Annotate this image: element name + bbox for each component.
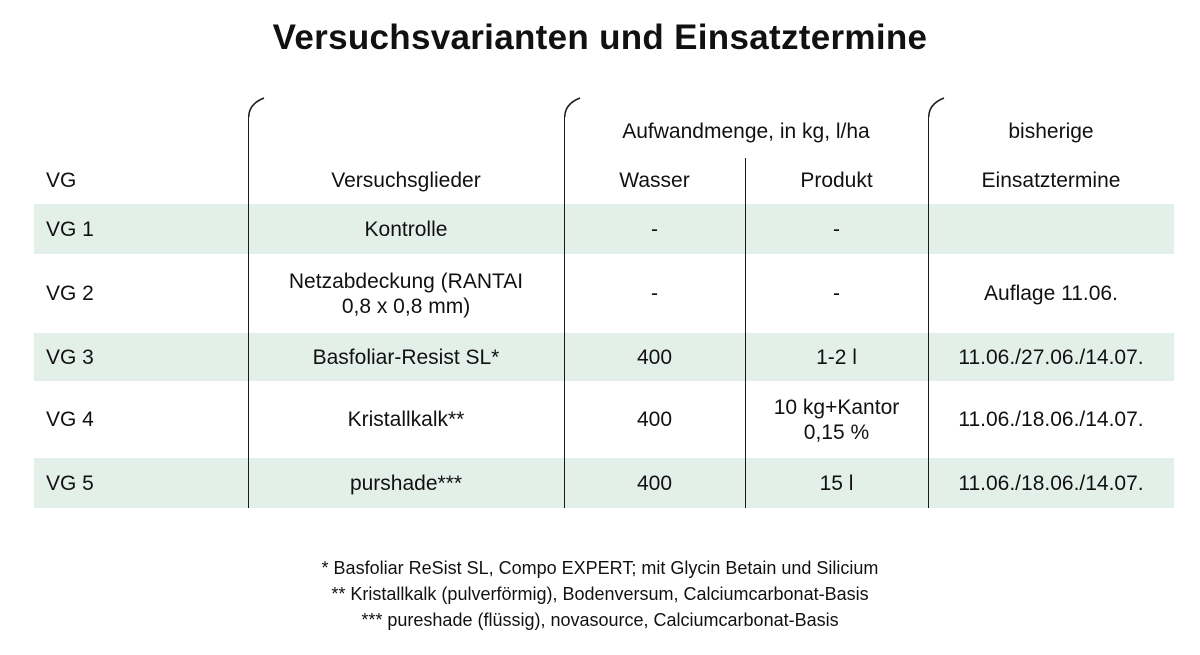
cell-produkt: 10 kg+Kantor 0,15 % (773, 395, 900, 444)
divider-curl-2 (564, 98, 584, 118)
cell-vg: VG 2 (46, 282, 94, 305)
cell-wasser: 400 (636, 345, 673, 369)
header-vg: VG (46, 168, 77, 192)
header-wasser: Wasser (619, 168, 690, 192)
cell-vg: VG 5 (46, 471, 94, 495)
cell-wasser: - (651, 217, 658, 241)
cell-termine: 11.06./27.06./14.07. (958, 345, 1144, 369)
cell-versuchsglied: Kontrolle (364, 217, 448, 241)
divider-curl-1 (248, 98, 268, 118)
footnote: ** Kristallkalk (pulverförmig), Bodenversum, Calciumcarbonat-Basis (331, 584, 869, 604)
header-versuchsglieder: Versuchsglieder (331, 168, 481, 192)
cell-produkt: 1-2 l (816, 345, 857, 369)
header-produkt: Produkt (800, 168, 873, 192)
cell-vg: VG 4 (46, 408, 94, 431)
cell-vg: VG 3 (46, 345, 94, 369)
header-aufwandmenge: Aufwandmenge, in kg, l/ha (622, 119, 870, 143)
cell-versuchsglied: Netzabdeckung (RANTAI 0,8 x 0,8 mm) (288, 269, 524, 318)
cell-wasser: - (651, 282, 658, 305)
cell-produkt: 15 l (819, 471, 854, 495)
footnote: * Basfoliar ReSist SL, Compo EXPERT; mit Glycin Betain und Silicium (321, 558, 879, 578)
cell-termine: 11.06./18.06./14.07. (958, 471, 1144, 495)
cell-termine: Auflage 11.06. (984, 282, 1118, 305)
cell-wasser: 400 (636, 408, 673, 431)
cell-termine (928, 204, 1174, 254)
cell-versuchsglied: Basfoliar-Resist SL* (312, 345, 500, 369)
cell-versuchsglied: purshade*** (349, 471, 463, 495)
cell-produkt: - (833, 282, 840, 305)
page-title: Versuchsvarianten und Einsatztermine (272, 18, 928, 57)
footnote: *** pureshade (flüssig), novasource, Calciumcarbonat-Basis (361, 610, 839, 630)
divider-curl-3 (928, 98, 948, 118)
cell-wasser: 400 (636, 471, 673, 495)
cell-termine: 11.06./18.06./14.07. (958, 408, 1144, 431)
header-einsatztermine: Einsatztermine (981, 168, 1121, 192)
cell-produkt: - (833, 217, 840, 241)
cell-vg: VG 1 (46, 217, 94, 241)
header-bisherige: bisherige (1008, 119, 1094, 143)
cell-versuchsglied: Kristallkalk** (347, 408, 465, 431)
